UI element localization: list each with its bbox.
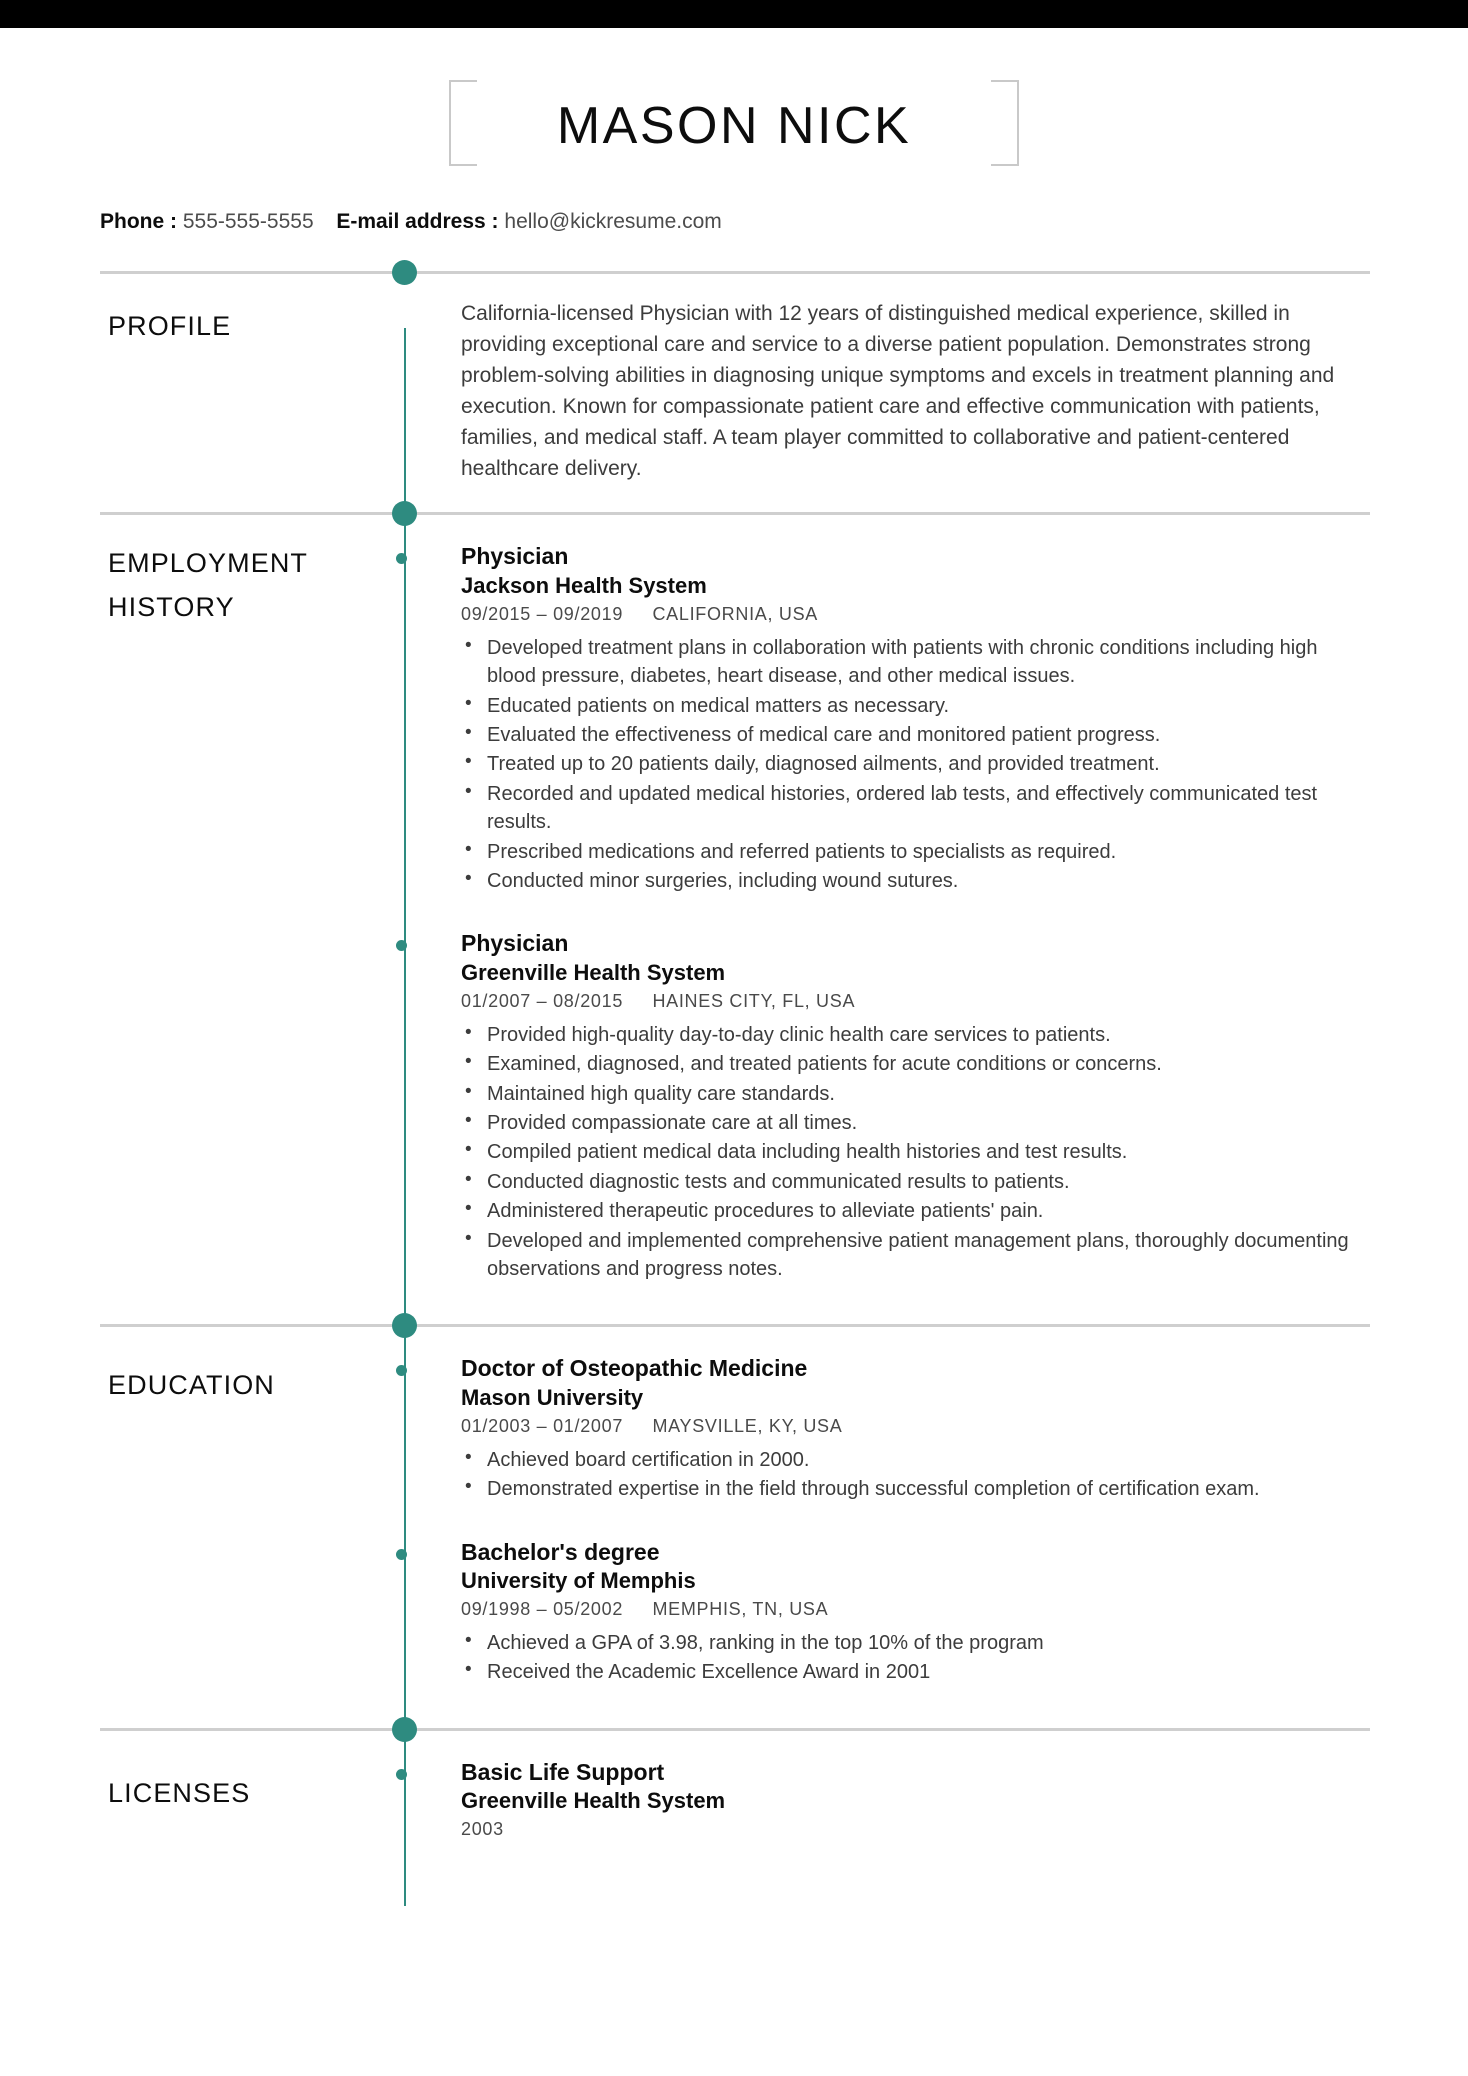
employer-name: Jackson Health System [461,572,707,598]
timeline-entry-dot-icon [396,1769,407,1780]
list-item: • Achieved board certification in 2000. [461,1446,1361,1474]
job-meta [461,602,1408,627]
job-title: Physician [461,543,569,570]
employment-entry [461,542,1408,895]
list-item: • Prescribed medications and referred patients to specialists as required. [461,838,1361,866]
email-value: hello@kickresume.com [504,210,722,233]
employer-name: Greenville Health System [461,959,726,985]
license-issuer: Greenville Health System [461,1788,726,1814]
list-item: • Conducted diagnostic tests and communicated results to patients. [461,1168,1361,1196]
email-label: E-mail address : [336,210,499,233]
list-item: • Administered therapeutic procedures to alleviate patients' pain. [461,1197,1361,1225]
list-item: • Conducted minor surgeries, including wound sutures. [461,867,1361,895]
education-entry [461,1354,1408,1503]
job-location: HAINES CITY, FL, USA [652,990,856,1011]
list-item: • Achieved a GPA of 3.98, ranking in the top 10% of the program [461,1629,1361,1657]
section-title-education: EDUCATION [108,1370,275,1401]
job-bullet-list [461,634,1408,896]
section-title-licenses: LICENSES [108,1777,251,1808]
timeline-entry-dot-icon [396,553,407,564]
list-item: • Treated up to 20 patients daily, diagnosed ailments, and provided treatment. [461,750,1361,778]
section-body-profile [404,271,1468,512]
bracket-left-decoration [449,80,477,166]
section-title-employment-line2: HISTORY [108,592,235,623]
license-title: Basic Life Support [461,1758,665,1785]
education-location: MEMPHIS, TN, USA [652,1599,829,1620]
education-meta [461,1597,1408,1622]
job-location: CALIFORNIA, USA [652,604,818,625]
list-item: • Developed treatment plans in collaboration with patients with chronic conditions including high blood pressure, diabetes, heart disease, and other medical issues. [461,634,1361,691]
education-dates: 01/2003 – 01/2007 [461,1415,624,1436]
list-item: • Provided high-quality day-to-day clinic health care services to patients. [461,1021,1361,1049]
education-dates: 09/1998 – 05/2002 [461,1599,624,1620]
education-meta [461,1414,1408,1439]
list-item: • Recorded and updated medical histories, ordered lab tests, and effectively communicated test results. [461,780,1361,837]
job-title: Physician [461,930,569,957]
list-item: • Demonstrated expertise in the field through successful completion of certification exam. [461,1475,1361,1503]
education-bullet-list [461,1446,1408,1504]
degree-title: Bachelor's degree [461,1538,660,1565]
license-entry [461,1758,1408,1842]
section-label-column [0,1324,404,1408]
section-body-employment [404,512,1468,1324]
list-item: • Evaluated the effectiveness of medical care and monitored patient progress. [461,721,1361,749]
list-item: • Compiled patient medical data including health histories and test results. [461,1138,1361,1166]
bracket-right-decoration [991,80,1019,166]
candidate-name: MASON NICK [556,97,912,155]
timeline-entry-dot-icon [396,940,407,951]
license-year: 2003 [461,1819,504,1840]
list-item: • Educated patients on medical matters as necessary. [461,692,1361,720]
section-title-employment-line1: EMPLOYMENT [108,548,309,579]
license-meta [461,1817,1408,1842]
resume-header [449,28,1019,174]
name-box [449,80,1019,174]
section-employment-history [0,512,1468,1324]
contact-line [100,208,1468,235]
section-label-column [0,271,404,349]
education-entry [461,1538,1408,1687]
resume-sections [0,271,1468,1882]
timeline-entry-dot-icon [396,1549,407,1560]
job-bullet-list [461,1021,1408,1284]
school-name: University of Memphis [461,1567,696,1593]
section-title-profile: PROFILE [108,311,232,342]
resume-page [0,28,1468,2076]
section-education [0,1324,1468,1727]
list-item: • Developed and implemented comprehensive patient management plans, thoroughly documenting observations and progress notes. [461,1227,1361,1284]
job-dates: 09/2015 – 09/2019 [461,604,624,625]
timeline-node-icon [392,1717,417,1742]
phone-value: 555-555-5555 [182,210,314,233]
section-licenses [0,1728,1468,1882]
employment-entry [461,929,1408,1283]
phone-label: Phone : [100,210,177,233]
job-meta [461,989,1408,1014]
timeline-entry-dot-icon [396,1365,407,1376]
education-bullet-list [461,1629,1408,1687]
section-body-licenses [404,1728,1468,1882]
section-label-column [0,1728,404,1816]
section-profile [0,271,1468,512]
top-black-bar [0,0,1468,28]
degree-title: Doctor of Osteopathic Medicine [461,1355,808,1382]
education-location: MAYSVILLE, KY, USA [652,1415,843,1436]
list-item: • Maintained high quality care standards. [461,1080,1361,1108]
section-label-column [0,512,404,629]
section-body-education [404,1324,1468,1727]
school-name: Mason University [461,1384,644,1410]
job-dates: 01/2007 – 08/2015 [461,990,624,1011]
profile-summary-text: California-licensed Physician with 12 years of distinguished medical experience, skilled in providing exceptional care and service to a diverse patient population. Demonstrates strong problem-solving abilities in diagnosing unique symptoms and excels in treatment planning and execution. Known for compassionate patient care and effective communication with patients, families, and medical staff. A team player committed to collaborative and patient-centered healthcare delivery. [461,302,1335,480]
list-item: • Received the Academic Excellence Award in 2001 [461,1658,1361,1686]
list-item: • Provided compassionate care at all times. [461,1109,1361,1137]
list-item: • Examined, diagnosed, and treated patients for acute conditions or concerns. [461,1050,1361,1078]
